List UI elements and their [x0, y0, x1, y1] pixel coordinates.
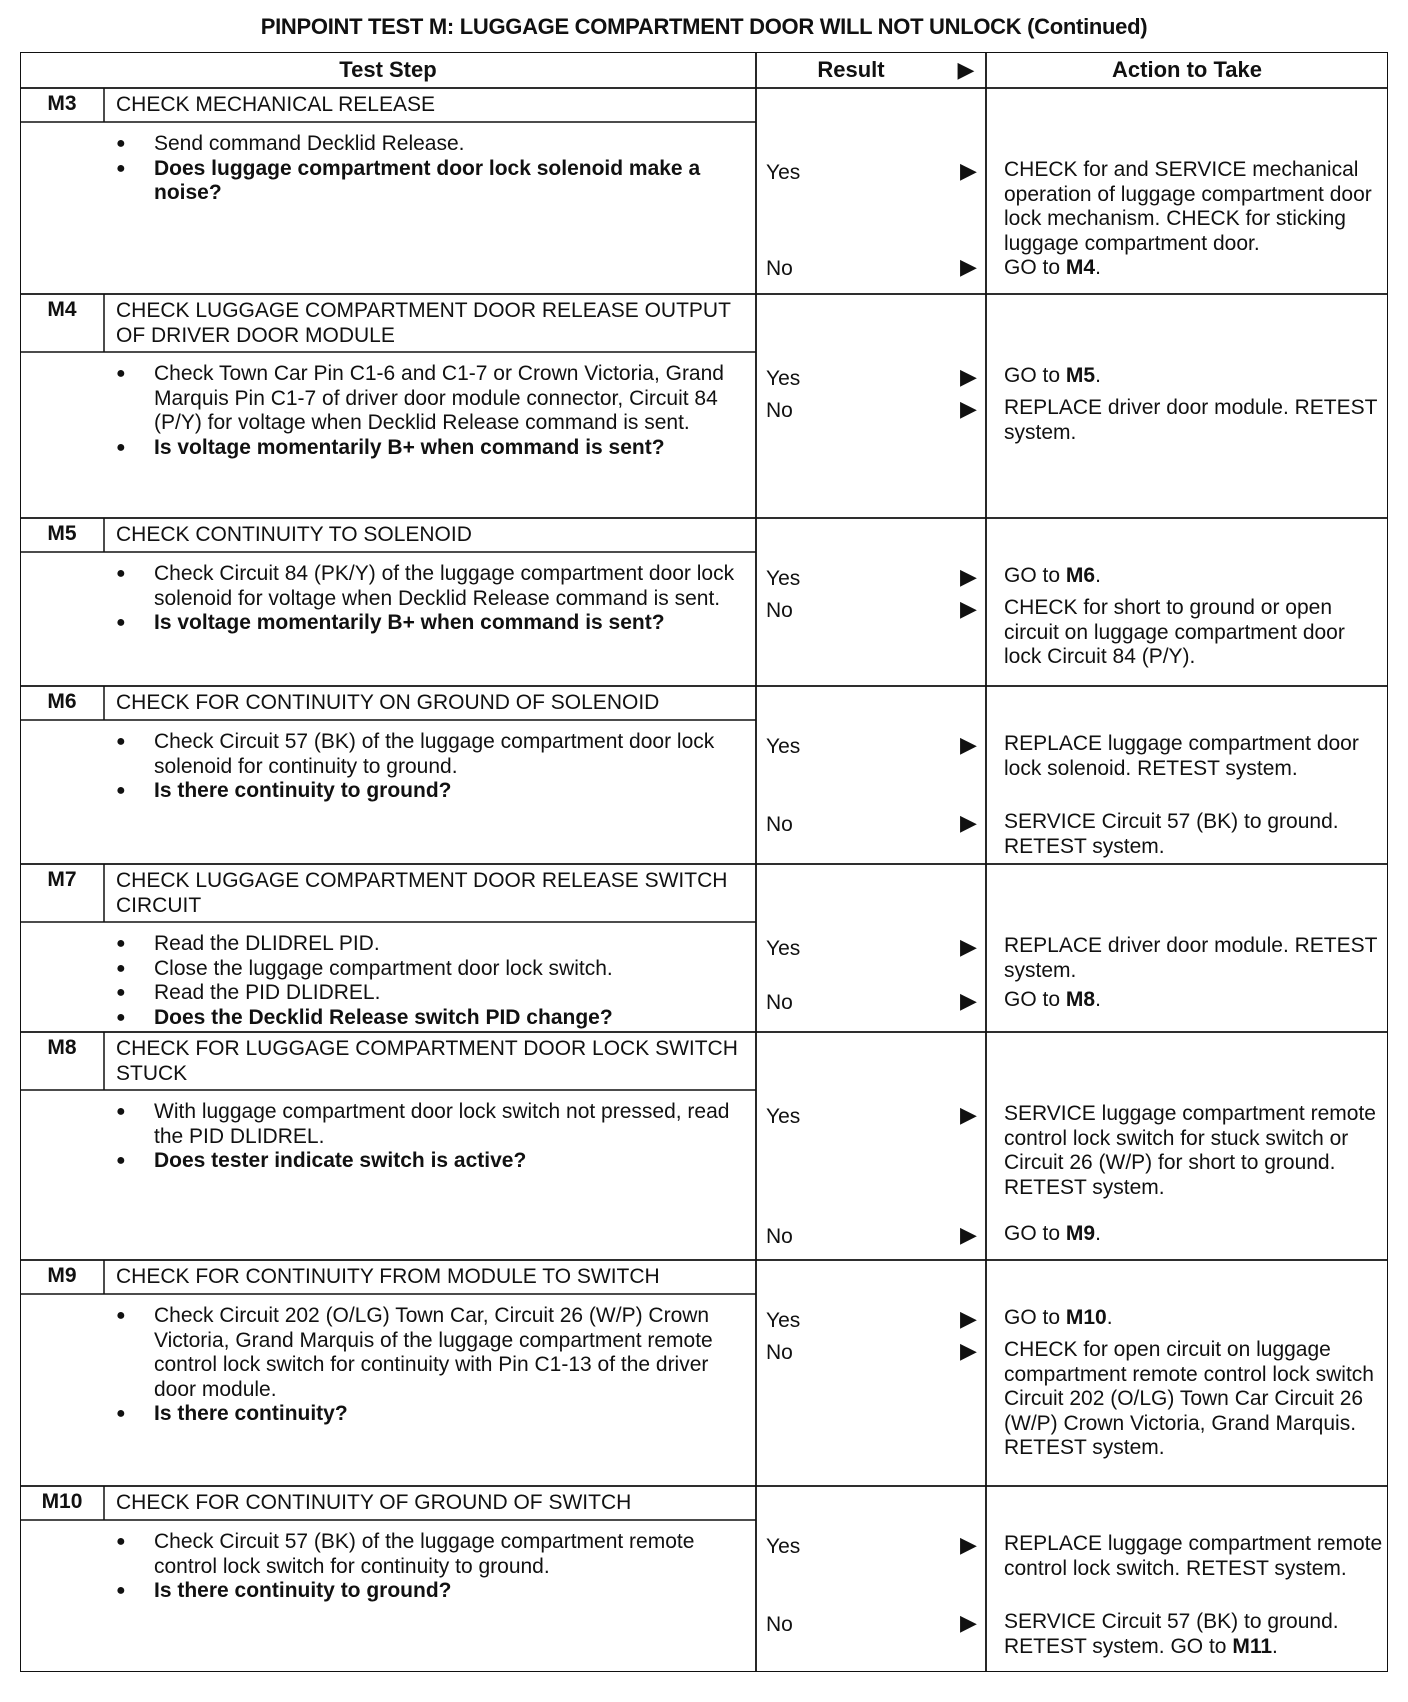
result-no: No	[766, 1613, 793, 1636]
step-id: M8	[47, 1036, 77, 1059]
result-yes: Yes	[766, 367, 801, 390]
result-yes: Yes	[766, 567, 801, 590]
step-id: M4	[47, 298, 77, 321]
step-instructions	[116, 730, 756, 804]
action-text: REPLACE driver door module. RETEST system.	[1004, 934, 1378, 982]
arrow-right-icon: ▶	[960, 810, 977, 835]
step-instruction: ● Send command Decklid Release.	[116, 132, 756, 157]
step-question: ● Is voltage momentarily B+ when command is sent?	[116, 611, 756, 636]
arrow-right-icon: ▶	[960, 1306, 977, 1331]
header-arrow-icon: ▶	[957, 57, 975, 82]
result-no: No	[766, 399, 793, 422]
arrow-right-icon: ▶	[960, 396, 977, 421]
test-step-row	[20, 294, 1388, 518]
step-question: ● Is voltage momentarily B+ when command is sent?	[116, 436, 756, 461]
header-result: Result	[817, 57, 885, 82]
action-text: CHECK for open circuit on luggage compartment remote control lock switch Circuit 202 (O/LG) Town Car Circuit 26 (W/P) Crown Victoria, Grand Marquis. RETEST system.	[1004, 1338, 1374, 1459]
step-question: ● Is there continuity to ground?	[116, 1579, 756, 1604]
arrow-right-icon: ▶	[960, 1338, 977, 1363]
step-instructions	[116, 1100, 756, 1174]
step-title: CHECK CONTINUITY TO SOLENOID	[116, 523, 472, 546]
action-text: REPLACE luggage compartment door lock solenoid. RETEST system.	[1004, 732, 1359, 780]
test-step-row	[20, 518, 1388, 686]
step-instructions	[116, 562, 756, 636]
step-reference: M10	[1065, 1306, 1107, 1329]
step-title: CHECK FOR CONTINUITY ON GROUND OF SOLENOID	[116, 691, 660, 714]
arrow-right-icon: ▶	[960, 158, 977, 183]
arrow-right-icon: ▶	[960, 596, 977, 621]
pinpoint-test-table	[20, 52, 1388, 1672]
step-reference: M5	[1065, 364, 1096, 387]
step-instructions	[116, 362, 756, 460]
step-instruction: ● Check Circuit 57 (BK) of the luggage compartment remote control lock switch for continuity to ground.	[116, 1530, 756, 1579]
step-instructions	[116, 932, 756, 1030]
step-instructions	[116, 1304, 756, 1427]
result-yes: Yes	[766, 161, 801, 184]
arrow-right-icon: ▶	[960, 1222, 977, 1247]
step-reference: M11	[1232, 1634, 1273, 1658]
test-step-row	[20, 1260, 1388, 1486]
action-text: GO to M9.	[1004, 1222, 1101, 1245]
step-reference: M4	[1065, 256, 1096, 279]
test-step-row	[20, 1032, 1388, 1260]
action-text: GO to M8.	[1004, 988, 1101, 1011]
arrow-right-icon: ▶	[960, 254, 977, 279]
arrow-right-icon: ▶	[960, 1610, 977, 1635]
result-yes: Yes	[766, 1309, 801, 1332]
step-question: ● Is there continuity?	[116, 1402, 756, 1427]
action-text: SERVICE Circuit 57 (BK) to ground. RETEST system.	[1004, 810, 1339, 858]
step-instruction: ● Read the DLIDREL PID.	[116, 932, 756, 957]
step-title: CHECK FOR LUGGAGE COMPARTMENT DOOR LOCK SWITCH STUCK	[116, 1037, 738, 1085]
step-title: CHECK MECHANICAL RELEASE	[116, 93, 435, 116]
test-step-row	[20, 1486, 1388, 1662]
result-no: No	[766, 257, 793, 280]
arrow-right-icon: ▶	[960, 564, 977, 589]
result-no: No	[766, 1341, 793, 1364]
arrow-right-icon: ▶	[960, 1532, 977, 1557]
page-title: PINPOINT TEST M: LUGGAGE COMPARTMENT DOOR WILL NOT UNLOCK (Continued)	[260, 14, 1148, 39]
result-yes: Yes	[766, 1105, 801, 1128]
result-no: No	[766, 991, 793, 1014]
step-instruction: ● Check Circuit 57 (BK) of the luggage compartment door lock solenoid for continuity to ground.	[116, 730, 756, 779]
action-text: REPLACE luggage compartment remote control lock switch. RETEST system.	[1004, 1532, 1383, 1580]
test-step-row	[20, 686, 1388, 864]
action-text: CHECK for short to ground or open circuit on luggage compartment door lock Circuit 84 (P/Y).	[1004, 596, 1345, 668]
action-text: GO to M6.	[1004, 564, 1101, 587]
step-id: M6	[47, 690, 77, 713]
result-no: No	[766, 599, 793, 622]
step-title: CHECK LUGGAGE COMPARTMENT DOOR RELEASE OUTPUT OF DRIVER DOOR MODULE	[116, 299, 731, 347]
result-no: No	[766, 1225, 793, 1248]
action-text: GO to M5.	[1004, 364, 1101, 387]
step-title: CHECK LUGGAGE COMPARTMENT DOOR RELEASE SWITCH CIRCUIT	[116, 869, 728, 917]
result-no: No	[766, 813, 793, 836]
step-title: CHECK FOR CONTINUITY FROM MODULE TO SWITCH	[116, 1265, 660, 1288]
step-instructions	[116, 1530, 756, 1604]
step-reference: M6	[1065, 564, 1096, 587]
step-question: ● Does the Decklid Release switch PID change?	[116, 1006, 756, 1031]
step-question: ● Does tester indicate switch is active?	[116, 1149, 756, 1174]
step-id: M5	[47, 522, 77, 545]
action-text: REPLACE driver door module. RETEST system.	[1004, 396, 1378, 444]
step-id: M3	[47, 92, 77, 115]
step-instruction: ● Check Town Car Pin C1-6 and C1-7 or Crown Victoria, Grand Marquis Pin C1-7 of driver door module connector, Circuit 84 (P/Y) for voltage when Decklid Release command is sent.	[116, 362, 756, 436]
action-text: SERVICE Circuit 57 (BK) to ground. RETEST system. GO to M11.	[1004, 1610, 1339, 1658]
header-test-step: Test Step	[339, 57, 437, 82]
arrow-right-icon: ▶	[960, 988, 977, 1013]
step-question: ● Is there continuity to ground?	[116, 779, 756, 804]
header-action: Action to Take	[1112, 57, 1262, 82]
action-text: CHECK for and SERVICE mechanical operation of luggage compartment door lock mechanism. CHECK for sticking luggage compartment door.	[1004, 158, 1372, 255]
step-instructions	[116, 132, 756, 206]
step-instruction: ● Read the PID DLIDREL.	[116, 981, 756, 1006]
step-title: CHECK FOR CONTINUITY OF GROUND OF SWITCH	[116, 1491, 632, 1514]
step-instruction: ● Check Circuit 202 (O/LG) Town Car, Circuit 26 (W/P) Crown Victoria, Grand Marquis of the luggage compartment remote control lock switch for continuity with Pin C1-13 of the driver door module.	[116, 1304, 756, 1402]
action-text: GO to M10.	[1004, 1306, 1113, 1329]
test-step-row	[20, 88, 1388, 294]
arrow-right-icon: ▶	[960, 1102, 977, 1127]
step-reference: M9	[1065, 1222, 1096, 1245]
action-text: SERVICE luggage compartment remote control lock switch for stuck switch or Circuit 26 (W/P) for short to ground. RETEST system.	[1004, 1102, 1376, 1199]
step-id: M10	[41, 1490, 83, 1513]
step-id: M9	[47, 1264, 77, 1287]
step-instruction: ● With luggage compartment door lock switch not pressed, read the PID DLIDREL.	[116, 1100, 756, 1149]
step-reference: M8	[1065, 988, 1096, 1011]
arrow-right-icon: ▶	[960, 732, 977, 757]
result-yes: Yes	[766, 937, 801, 960]
step-instruction: ● Close the luggage compartment door lock switch.	[116, 957, 756, 982]
action-text: GO to M4.	[1004, 256, 1101, 279]
step-question: ● Does luggage compartment door lock solenoid make a noise?	[116, 157, 756, 206]
step-id: M7	[47, 868, 77, 891]
arrow-right-icon: ▶	[960, 934, 977, 959]
arrow-right-icon: ▶	[960, 364, 977, 389]
result-yes: Yes	[766, 735, 801, 758]
step-instruction: ● Check Circuit 84 (PK/Y) of the luggage compartment door lock solenoid for voltage when Decklid Release command is sent.	[116, 562, 756, 611]
test-step-row	[20, 864, 1388, 1032]
result-yes: Yes	[766, 1535, 801, 1558]
